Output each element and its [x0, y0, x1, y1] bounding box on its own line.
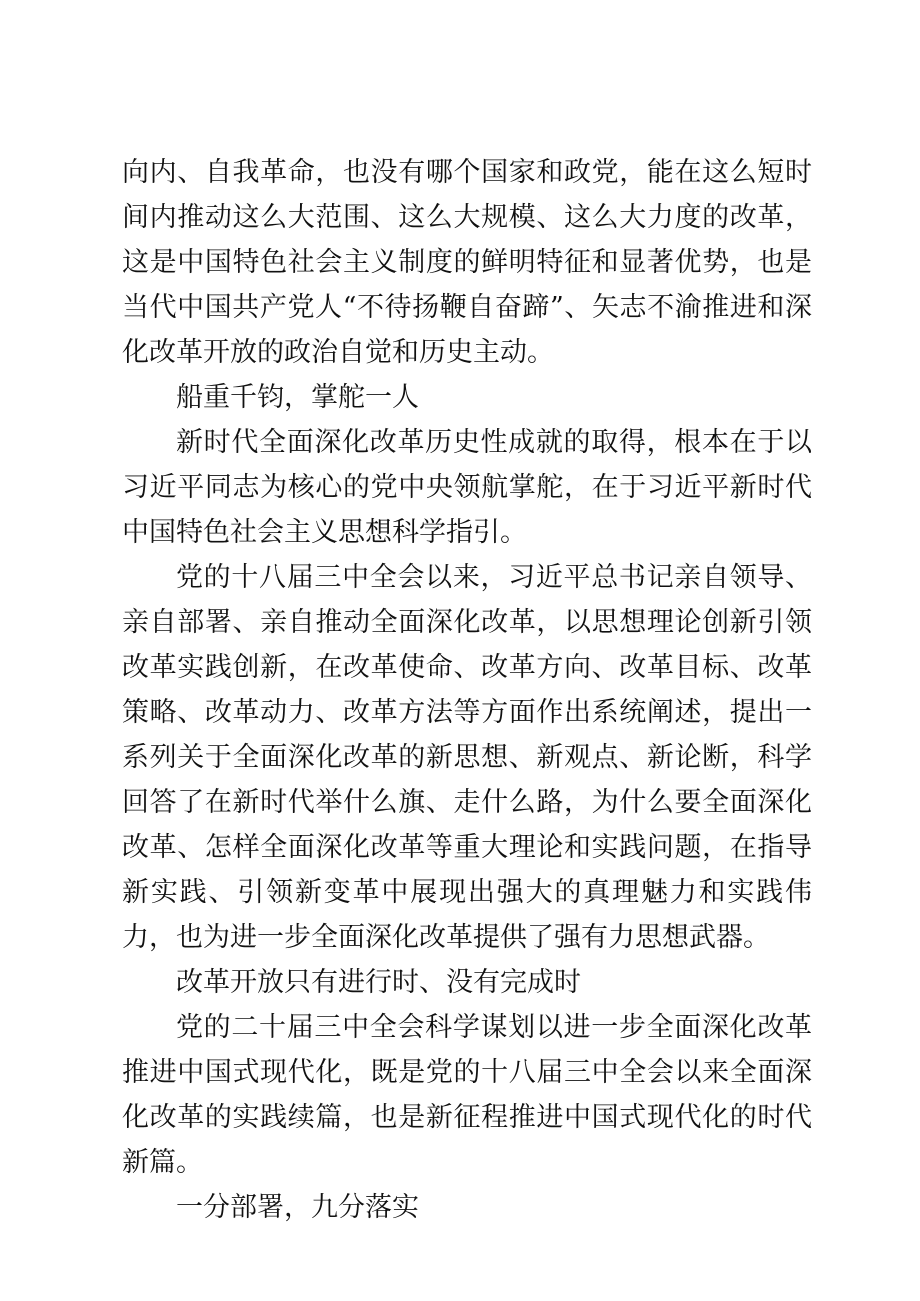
- paragraph-plenary-20: 党的二十届三中全会科学谋划以进一步全面深化改革推进中国式现代化，既是党的十八届三中全会以来全面深化改革的实践续篇，也是新征程推进中国式现代化的时代新篇。: [122, 1012, 812, 1178]
- paragraph-plenary-18: 党的十八届三中全会以来，习近平总书记亲自领导、亲自部署、亲自推动全面深化改革，以思想理论创新引领改革实践创新，在改革使命、改革方向、改革目标、改革策略、改革动力、改革方法等方面作出系统阐述，提出一系列关于全面深化改革的新思想、新观点、新论断，科学回答了在新时代举什么旗、走什么路，为什么要全面深化改革、怎样全面深化改革等重大理论和实践问题，在指导新实践、引领新变革中展现出强大的真理魅力和实践伟力，也为进一步全面深化改革提供了强有力思想武器。: [122, 562, 812, 953]
- section-heading-implementation: 一分部署，九分落实: [176, 1192, 419, 1223]
- paragraph-achievements: 新时代全面深化改革历史性成就的取得，根本在于以习近平同志为核心的党中央领航掌舵，在于习近平新时代中国特色社会主义思想科学指引。: [122, 427, 812, 548]
- document-body: [122, 150, 812, 1230]
- section-heading-reform-ongoing: 改革开放只有进行时、没有完成时: [176, 967, 581, 998]
- section-heading-helm: 船重千钧，掌舵一人: [176, 382, 419, 413]
- paragraph-continuation: 向内、自我革命，也没有哪个国家和政党，能在这么短时间内推动这么大范围、这么大规模、这么大力度的改革，这是中国特色社会主义制度的鲜明特征和显著优势，也是当代中国共产党人“不待扬鞭自奋蹄”、矢志不渝推进和深化改革开放的政治自觉和历史主动。: [122, 157, 812, 368]
